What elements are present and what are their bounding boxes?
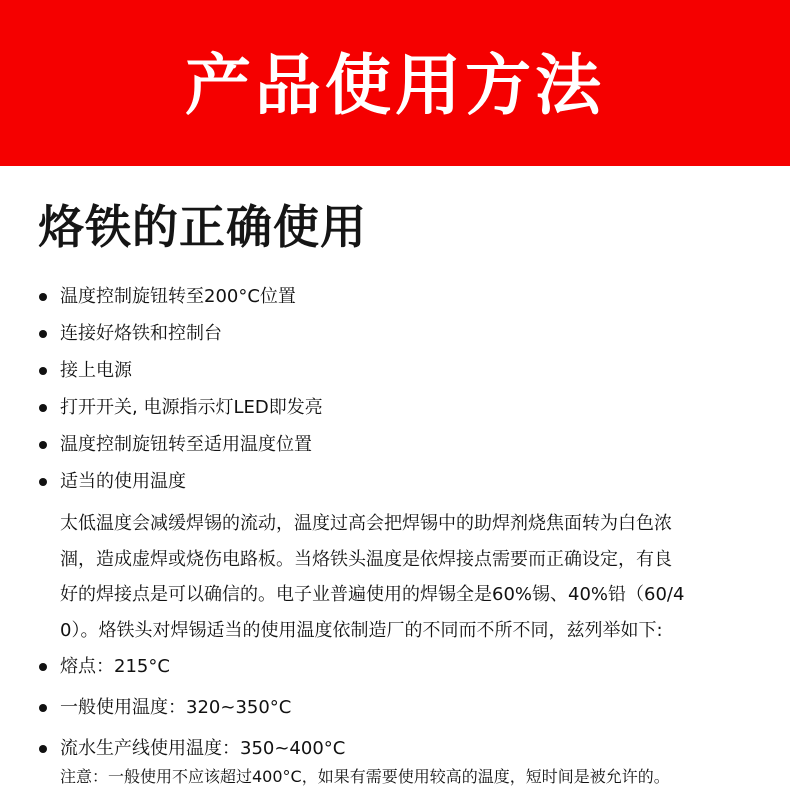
list-item-text: 连接好烙铁和控制台 [60,323,222,344]
bullet-icon [39,478,47,486]
steps-list [38,284,778,506]
paragraph-line: 太低温度会减缓焊锡的流动，温度过高会把焊锡中的助焊剂烧焦面转为白色浓 [60,513,672,534]
list-item [38,432,778,458]
list-item [38,695,778,721]
banner-title: 产品使用方法 [185,47,605,124]
temperature-list [38,654,778,777]
paragraph-line: 好的焊接点是可以确信的。电子业普遍使用的焊锡全是60%锡、40%铅（60/4 [60,584,685,605]
list-item-text: 适当的使用温度 [60,471,186,492]
bullet-icon [39,745,47,753]
temperature-paragraph [60,506,750,648]
list-item [38,395,778,421]
bullet-icon [39,404,47,412]
bullet-icon [39,441,47,449]
bullet-icon [39,704,47,712]
list-item [38,358,778,384]
list-item-text: 打开开关, 电源指示灯LED即发亮 [60,397,323,418]
list-item-text: 接上电源 [60,360,132,381]
paragraph-line: 涸，造成虚焊或烧伤电路板。当烙铁头温度是依焊接点需要而正确设定，有良 [60,548,672,570]
list-item [38,284,778,310]
note-text: 注意：一般使用不应该超过400°C，如果有需要使用较高的温度，短时间是被允许的。 [60,767,670,786]
list-item-text: 流水生产线使用温度：350~400°C [60,738,346,759]
list-item [38,469,778,495]
list-item [38,321,778,347]
list-item-text: 一般使用温度：320~350°C [60,697,292,718]
section-title: 烙铁的正确使用 [38,200,367,254]
list-item [38,654,778,680]
list-item-text: 温度控制旋钮转至200°C位置 [60,286,296,307]
list-item [38,736,778,762]
bullet-icon [39,663,47,671]
bullet-icon [39,330,47,338]
header-banner [0,0,790,166]
list-item-text: 温度控制旋钮转至适用温度位置 [60,434,312,455]
bullet-icon [39,367,47,375]
bullet-icon [39,293,47,301]
paragraph-line: 0）。烙铁头对焊锡适当的使用温度依制造厂的不同而不所不同，兹列举如下: [60,619,663,641]
list-item-text: 熔点：215°C [60,656,170,677]
